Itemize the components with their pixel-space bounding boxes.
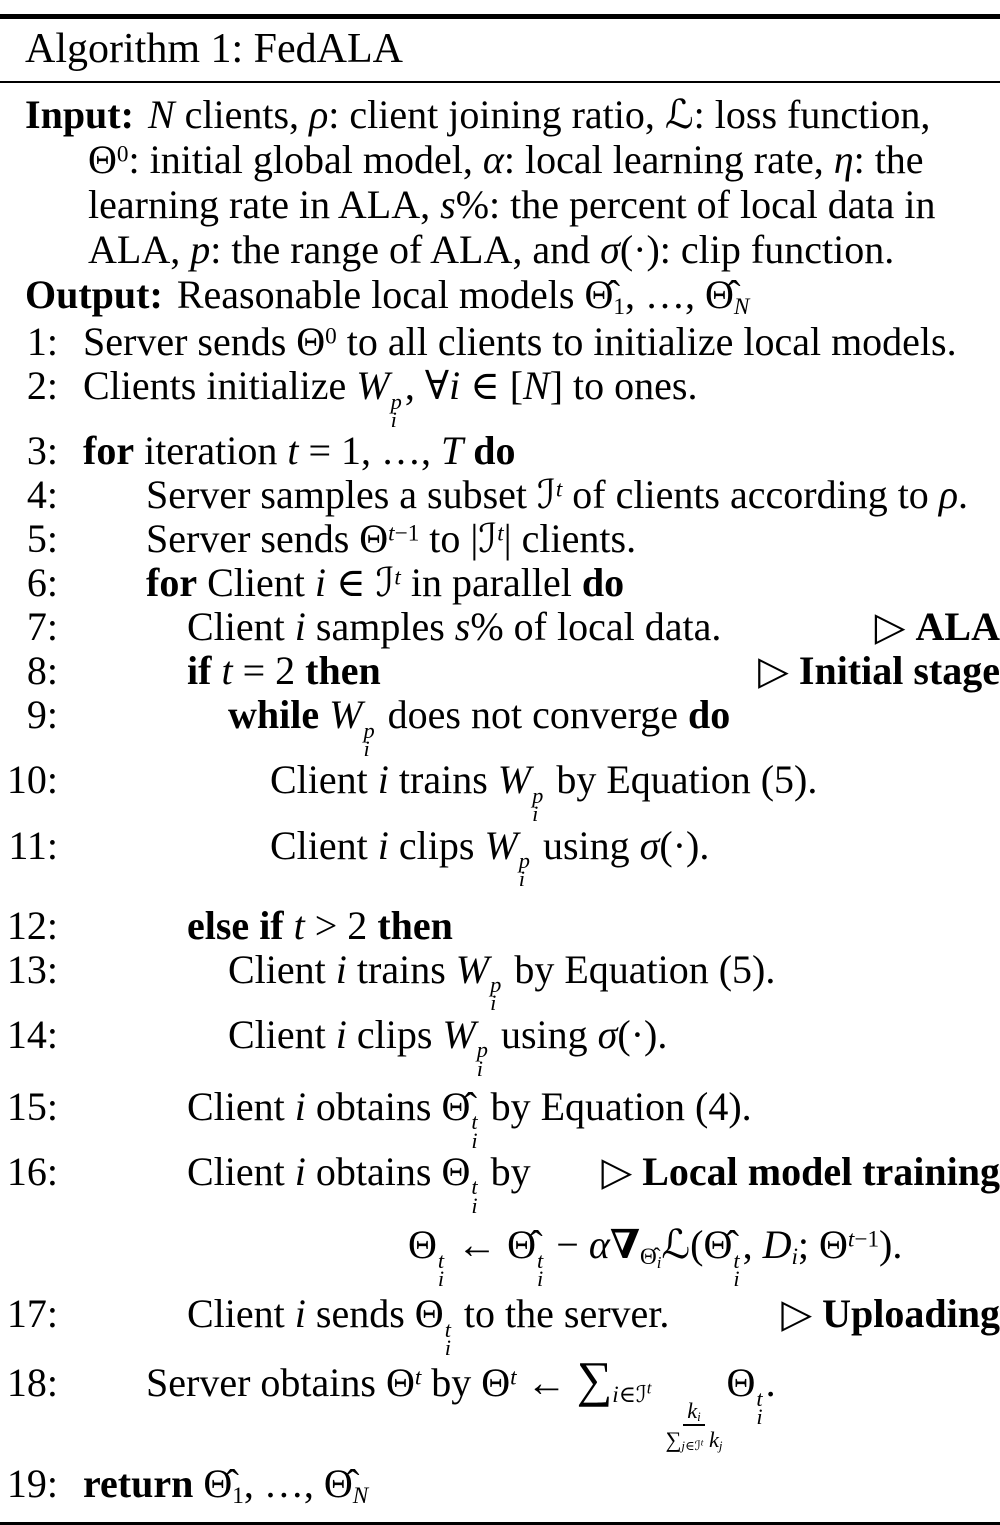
step-6	[0, 561, 1000, 605]
step-comment: ▷ Initial stage	[758, 648, 1000, 694]
input-label: Input:	[25, 92, 134, 138]
step-statement: else if t > 2 then	[187, 902, 453, 948]
algorithm-title: Algorithm 1: FedALA	[25, 26, 403, 72]
step-statement: Client i obtains Θ t i by	[187, 1149, 531, 1218]
step-16	[0, 1149, 1000, 1218]
step-9	[0, 692, 1000, 762]
step-number: 14:	[6, 1011, 58, 1057]
step-13	[0, 946, 1000, 1016]
step-1	[0, 320, 1000, 364]
step-comment: ▷ Uploading	[781, 1291, 1000, 1337]
algorithm-page	[0, 14, 1000, 1509]
step-10	[0, 757, 1000, 827]
input-line	[0, 92, 1000, 137]
step-statement: Client i clips W p i using σ(·).	[228, 1011, 668, 1081]
step-statement: Server samples a subset ℐ$^t$ of clients according to ρ.	[146, 472, 969, 518]
step-17	[0, 1291, 1000, 1361]
input-block	[0, 83, 1000, 272]
step-number: 19:	[6, 1460, 58, 1506]
step-statement: Client i sends Θ t i to the server.	[187, 1291, 670, 1361]
output-line	[0, 272, 1000, 320]
input-text: N clients, ρ: client joining ratio, ℒ: loss function,	[147, 92, 931, 138]
step-statement: while W p i does not converge do	[228, 692, 731, 762]
step-12	[0, 904, 1000, 948]
step-statement: Server sends $\Theta^0$ to all clients to initialize local models.	[83, 319, 957, 365]
step-statement: Server obtains $\Theta^t$ by $\Theta^t$ ← $\sum_{i\in ℐ^t}$ $\frac{k_i}{\sum_{j\in ℐ^t} k_j}$ Θ t i .	[146, 1351, 776, 1454]
step-5	[0, 517, 1000, 561]
step-16-equation	[0, 1215, 1000, 1292]
step-number: 12:	[6, 902, 58, 948]
step-19	[0, 1460, 1000, 1509]
step-number: 13:	[6, 946, 58, 992]
step-number: 11:	[8, 822, 58, 868]
input-line: learning rate in ALA, s%: the percent of local data in	[88, 182, 936, 228]
input-line: $\Theta^0$: initial global model, α: local learning rate, η: the	[88, 137, 924, 183]
step-statement: Client i trains W p i by Equation (5).	[228, 946, 776, 1016]
step-3	[0, 429, 1000, 473]
step-statement: Client i obtains Θ̂ t i by Equation (4).	[187, 1083, 752, 1153]
step-number: 18:	[6, 1360, 58, 1406]
step-8	[0, 649, 1000, 693]
step-number: 7:	[26, 604, 58, 650]
step-number: 1:	[26, 319, 58, 365]
step-statement: Client i clips W p i using σ(·).	[270, 822, 710, 892]
step-number: 15:	[6, 1083, 58, 1129]
input-line: ALA, p: the range of ALA, and σ(·): clip function.	[88, 227, 895, 273]
step-number: 16:	[6, 1149, 58, 1195]
step-14	[0, 1011, 1000, 1081]
step-18	[0, 1351, 1000, 1454]
step-statement: return $\Thetâ_1$, …, $\Thetâ_N$	[83, 1460, 369, 1509]
algorithm-steps	[0, 317, 1000, 1509]
step-comment: ▷ Local model training	[601, 1149, 1000, 1195]
output-text: Reasonable local models $\Thetâ_1$, …, $\Thetâ_N$	[176, 272, 750, 320]
step-number: 17:	[6, 1291, 58, 1337]
step-number: 9:	[26, 692, 58, 738]
step-number: 3:	[26, 428, 58, 474]
step-statement: Clients initialize W p i , ∀i ∈ [N] to ones.	[83, 363, 698, 432]
step-comment: ▷ ALA	[874, 604, 1000, 650]
step-number: 6:	[26, 560, 58, 606]
equation: Θ t i ← Θ̂ t i − $\alpha\nabla_{\Thetâ_i}ℒ(\Thetâ$ t i , $D_i$; $\Theta^{t-1}$).	[408, 1222, 903, 1291]
step-statement: for Client i ∈ ℐ$^t$ in parallel do	[146, 560, 625, 606]
step-statement: if t = 2 then	[187, 648, 381, 694]
step-number: 8:	[26, 648, 58, 694]
bottom-rule	[0, 1522, 1000, 1525]
step-number: 5:	[26, 516, 58, 562]
step-statement: Client i trains W p i by Equation (5).	[270, 757, 818, 827]
step-number: 4:	[26, 472, 58, 518]
step-statement: Client i samples s% of local data.	[187, 604, 722, 650]
step-statement: for iteration t = 1, …, T do	[83, 428, 516, 474]
step-15	[0, 1083, 1000, 1153]
step-2	[0, 363, 1000, 432]
output-label: Output:	[25, 272, 163, 318]
step-number: 10:	[6, 757, 58, 803]
step-11	[0, 822, 1000, 892]
step-number: 2:	[26, 363, 58, 409]
step-7	[0, 605, 1000, 649]
step-4	[0, 473, 1000, 517]
step-statement: Server sends $\Theta^{t-1}$ to |ℐ$^t$| clients.	[146, 516, 637, 562]
